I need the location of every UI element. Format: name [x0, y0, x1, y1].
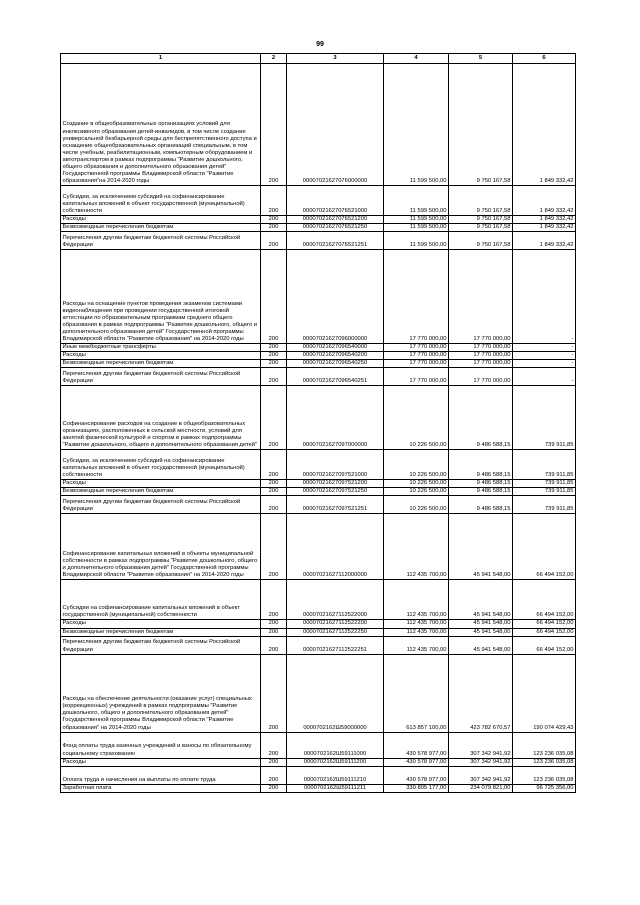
- row-executed-amount: 9 486 588,15: [449, 386, 513, 450]
- table-row: [61, 344, 576, 352]
- row-ministry-code: 200: [261, 368, 287, 386]
- row-name: Софинансирование расходов на создание в общеобразовательных организациях, расположенных в сельской местности, условий для занятий физической культурой и спортом в рамках подпрограммы "Развитие дошкольного, общего и дополнительного образования детей": [61, 386, 261, 450]
- row-executed-amount: 45 941 548,00: [449, 580, 513, 620]
- row-name: Расходы на оснащение пунктов проведения экзаменов системами видеонаблюдения при проведении государственной итоговой аттестации по образовательным программам среднего общего образования в рамках подпрограммы "Развитие дошкольного, общего и дополнительного образования детей" Государственной программы Владимирской области "Развитие образования" на 2014-2020 годы: [61, 250, 261, 344]
- row-approved-amount: 112 435 700,00: [384, 636, 449, 654]
- table-row: [61, 386, 576, 450]
- column-number-row: [61, 54, 576, 64]
- row-approved-amount: 10 226 500,00: [384, 488, 449, 496]
- row-budget-code: 00007021627096000000: [287, 250, 384, 344]
- row-approved-amount: 11 599 500,00: [384, 216, 449, 224]
- row-unexecuted-amount: 190 074 429,43: [513, 654, 576, 732]
- row-budget-code: 0000702162Ш59000000: [287, 654, 384, 732]
- row-ministry-code: 200: [261, 496, 287, 514]
- table-row: [61, 620, 576, 628]
- row-approved-amount: 330 805 177,00: [384, 784, 449, 792]
- row-approved-amount: 430 578 977,00: [384, 758, 449, 766]
- row-approved-amount: 11 599 500,00: [384, 186, 449, 216]
- table-row: [61, 758, 576, 766]
- row-approved-amount: 613 857 100,00: [384, 654, 449, 732]
- row-unexecuted-amount: 66 494 152,00: [513, 620, 576, 628]
- row-budget-code: 00007021627096540000: [287, 344, 384, 352]
- row-name: Безвозмездные перечисления бюджетам: [61, 628, 261, 636]
- row-executed-amount: 307 342 941,92: [449, 766, 513, 784]
- row-approved-amount: 11 599 500,00: [384, 232, 449, 250]
- row-unexecuted-amount: 1 849 332,42: [513, 232, 576, 250]
- row-ministry-code: 200: [261, 344, 287, 352]
- row-ministry-code: 200: [261, 732, 287, 758]
- row-unexecuted-amount: 739 911,85: [513, 480, 576, 488]
- row-name: Фонд оплаты труда казенных учреждений и взносы по обязательному социальному страхованию: [61, 732, 261, 758]
- column-header: 1: [61, 54, 261, 64]
- row-unexecuted-amount: 66 494 152,00: [513, 514, 576, 580]
- column-header: 2: [261, 54, 287, 64]
- row-ministry-code: 200: [261, 186, 287, 216]
- row-unexecuted-amount: 739 911,85: [513, 450, 576, 480]
- row-executed-amount: 307 342 941,92: [449, 758, 513, 766]
- table-row: [61, 352, 576, 360]
- table-row: [61, 514, 576, 580]
- row-unexecuted-amount: 123 236 035,08: [513, 766, 576, 784]
- row-executed-amount: 423 782 670,57: [449, 654, 513, 732]
- row-budget-code: 00007021627112522200: [287, 620, 384, 628]
- row-unexecuted-amount: 1 849 332,42: [513, 224, 576, 232]
- row-name: Иные межбюджетные трансферты: [61, 344, 261, 352]
- table-row: [61, 580, 576, 620]
- row-unexecuted-amount: 66 494 152,00: [513, 580, 576, 620]
- row-ministry-code: 200: [261, 224, 287, 232]
- row-ministry-code: 200: [261, 758, 287, 766]
- row-name: Перечисления другим бюджетам бюджетной системы Российской Федерации: [61, 232, 261, 250]
- row-budget-code: 00007021627097521000: [287, 450, 384, 480]
- row-name: Безвозмездные перечисления бюджетам: [61, 224, 261, 232]
- row-approved-amount: 112 435 700,00: [384, 628, 449, 636]
- row-executed-amount: 17 770 000,00: [449, 352, 513, 360]
- row-name: Расходы: [61, 480, 261, 488]
- row-executed-amount: 9 486 588,15: [449, 480, 513, 488]
- row-budget-code: 00007021627096540251: [287, 368, 384, 386]
- row-approved-amount: 10 226 500,00: [384, 496, 449, 514]
- row-approved-amount: 430 578 977,00: [384, 732, 449, 758]
- row-approved-amount: 11 599 500,00: [384, 224, 449, 232]
- row-name: Безвозмездные перечисления бюджетам: [61, 488, 261, 496]
- row-budget-code: 00007021627112000000: [287, 514, 384, 580]
- row-name: Оплата труда и начисления на выплаты по оплате труда: [61, 766, 261, 784]
- row-executed-amount: 9 486 588,15: [449, 488, 513, 496]
- row-approved-amount: 17 770 000,00: [384, 368, 449, 386]
- row-ministry-code: 200: [261, 488, 287, 496]
- table-row: [61, 654, 576, 732]
- row-unexecuted-amount: 96 725 356,00: [513, 784, 576, 792]
- column-header: 5: [449, 54, 513, 64]
- table-row: [61, 496, 576, 514]
- row-unexecuted-amount: 739 911,85: [513, 386, 576, 450]
- row-ministry-code: 200: [261, 360, 287, 368]
- row-executed-amount: 9 750 167,58: [449, 224, 513, 232]
- row-executed-amount: 17 770 000,00: [449, 360, 513, 368]
- row-executed-amount: 45 941 548,00: [449, 636, 513, 654]
- row-budget-code: 00007021627076521000: [287, 186, 384, 216]
- row-ministry-code: 200: [261, 636, 287, 654]
- table-row: [61, 232, 576, 250]
- row-executed-amount: 45 941 548,00: [449, 514, 513, 580]
- row-executed-amount: 45 941 548,00: [449, 628, 513, 636]
- row-budget-code: 00007021627112522000: [287, 580, 384, 620]
- row-budget-code: 0000702162Ш59111000: [287, 732, 384, 758]
- row-approved-amount: 112 435 700,00: [384, 580, 449, 620]
- row-approved-amount: 10 226 500,00: [384, 450, 449, 480]
- row-name: Софинансирование капитальных вложений в объекты муниципальной собственности в рамках подпрограммы "Развитие дошкольного, общего и дополнительного образования детей" Государственной программы Владимирской области "Развитие образования" на 2014-2020 годы: [61, 514, 261, 580]
- table-row: [61, 628, 576, 636]
- table-row: [61, 784, 576, 792]
- row-budget-code: 0000702162Ш59111210: [287, 766, 384, 784]
- row-approved-amount: 17 770 000,00: [384, 250, 449, 344]
- row-unexecuted-amount: 123 236 035,08: [513, 758, 576, 766]
- row-executed-amount: 9 486 588,15: [449, 450, 513, 480]
- table-row: [61, 250, 576, 344]
- row-name: Перечисления другим бюджетам бюджетной системы Российской Федерации: [61, 636, 261, 654]
- row-approved-amount: 430 578 977,00: [384, 766, 449, 784]
- row-approved-amount: 112 435 700,00: [384, 620, 449, 628]
- row-executed-amount: 45 941 548,00: [449, 620, 513, 628]
- column-header: 3: [287, 54, 384, 64]
- row-approved-amount: 11 599 500,00: [384, 64, 449, 186]
- table-row: [61, 732, 576, 758]
- row-ministry-code: 200: [261, 580, 287, 620]
- row-executed-amount: 307 342 941,92: [449, 732, 513, 758]
- row-name: Перечисления другим бюджетам бюджетной системы Российской Федерации: [61, 496, 261, 514]
- row-name: Расходы: [61, 216, 261, 224]
- table-row: [61, 766, 576, 784]
- row-executed-amount: 9 750 167,58: [449, 232, 513, 250]
- table-row: [61, 488, 576, 496]
- row-ministry-code: 200: [261, 654, 287, 732]
- table-row: [61, 64, 576, 186]
- row-unexecuted-amount: 1 849 332,42: [513, 186, 576, 216]
- row-approved-amount: 17 770 000,00: [384, 360, 449, 368]
- row-ministry-code: 200: [261, 620, 287, 628]
- row-executed-amount: 17 770 000,00: [449, 250, 513, 344]
- table-row: [61, 224, 576, 232]
- row-unexecuted-amount: -: [513, 352, 576, 360]
- row-name: Субсидии на софинансирование капитальных вложений в объект государственной (муниципальной) собственности: [61, 580, 261, 620]
- row-budget-code: 00007021627076521251: [287, 232, 384, 250]
- row-ministry-code: 200: [261, 628, 287, 636]
- row-budget-code: 00007021627097521250: [287, 488, 384, 496]
- row-name: Перечисления другим бюджетам бюджетной системы Российской Федерации: [61, 368, 261, 386]
- row-name: Создание в общеобразовательных организациях условий для инклюзивного образования детей-инвалидов, в том числе создание универсальной безбарьерной среды для беспрепятственного доступа и оснащение общеобразовательных организаций специальным, в том числе учебным, реабилитационным, компьютерным оборудованием и автотранспортом в рамках подпрограммы "Развитие дошкольного, общего образования и дополнительного образования детей" Государственной программы Владимирской области "Развитие образования"на 2014-2020 годы: [61, 64, 261, 186]
- row-ministry-code: 200: [261, 514, 287, 580]
- row-name: Заработная плата: [61, 784, 261, 792]
- row-budget-code: 00007021627096540200: [287, 352, 384, 360]
- row-executed-amount: 17 770 000,00: [449, 368, 513, 386]
- row-name: Расходы: [61, 352, 261, 360]
- column-header: 4: [384, 54, 449, 64]
- row-ministry-code: 200: [261, 232, 287, 250]
- row-budget-code: 00007021627076000000: [287, 64, 384, 186]
- row-ministry-code: 200: [261, 480, 287, 488]
- table-row: [61, 636, 576, 654]
- row-name: Расходы: [61, 758, 261, 766]
- row-budget-code: 0000702162Ш59111211: [287, 784, 384, 792]
- table-row: [61, 216, 576, 224]
- row-ministry-code: 200: [261, 64, 287, 186]
- row-unexecuted-amount: 739 911,85: [513, 496, 576, 514]
- row-unexecuted-amount: 66 494 152,00: [513, 636, 576, 654]
- row-name: Расходы на обеспечение деятельности (оказание услуг) специальных (коррекционных) учреждений в рамках подпрограммы "Развитие дошкольного, общего и дополнительного образования детей" Государственной программы Владимирской области "Развитие образования" на 2014-2020 годы: [61, 654, 261, 732]
- row-budget-code: 0000702162Ш59111200: [287, 758, 384, 766]
- row-unexecuted-amount: 1 849 332,42: [513, 216, 576, 224]
- row-ministry-code: 200: [261, 386, 287, 450]
- row-approved-amount: 17 770 000,00: [384, 352, 449, 360]
- table-row: [61, 368, 576, 386]
- row-executed-amount: 234 079 821,00: [449, 784, 513, 792]
- row-unexecuted-amount: -: [513, 368, 576, 386]
- row-unexecuted-amount: 66 494 152,00: [513, 628, 576, 636]
- row-approved-amount: 10 226 500,00: [384, 480, 449, 488]
- row-unexecuted-amount: 123 236 035,08: [513, 732, 576, 758]
- row-budget-code: 00007021627097521200: [287, 480, 384, 488]
- row-approved-amount: 17 770 000,00: [384, 344, 449, 352]
- row-budget-code: 00007021627112522251: [287, 636, 384, 654]
- row-ministry-code: 200: [261, 784, 287, 792]
- row-name: Безвозмездные перечисления бюджетам: [61, 360, 261, 368]
- page-number: 99: [316, 41, 324, 48]
- row-executed-amount: 9 486 588,15: [449, 496, 513, 514]
- row-executed-amount: 9 750 167,58: [449, 64, 513, 186]
- row-unexecuted-amount: 1 849 332,42: [513, 64, 576, 186]
- table-row: [61, 480, 576, 488]
- table-row: [61, 450, 576, 480]
- row-unexecuted-amount: 739 911,85: [513, 488, 576, 496]
- row-unexecuted-amount: -: [513, 250, 576, 344]
- budget-table-body: [61, 54, 576, 793]
- row-executed-amount: 9 750 167,58: [449, 186, 513, 216]
- row-budget-code: 00007021627076521250: [287, 224, 384, 232]
- budget-table: [60, 53, 576, 793]
- table-row: [61, 186, 576, 216]
- row-budget-code: 00007021627097521251: [287, 496, 384, 514]
- row-name: Расходы: [61, 620, 261, 628]
- row-approved-amount: 10 226 500,00: [384, 386, 449, 450]
- table-row: [61, 360, 576, 368]
- row-ministry-code: 200: [261, 352, 287, 360]
- row-unexecuted-amount: -: [513, 344, 576, 352]
- row-budget-code: 00007021627112522250: [287, 628, 384, 636]
- row-budget-code: 00007021627076521200: [287, 216, 384, 224]
- row-budget-code: 00007021627097000000: [287, 386, 384, 450]
- row-unexecuted-amount: -: [513, 360, 576, 368]
- row-executed-amount: 9 750 167,58: [449, 216, 513, 224]
- row-ministry-code: 200: [261, 766, 287, 784]
- row-executed-amount: 17 770 000,00: [449, 344, 513, 352]
- column-header: 6: [513, 54, 576, 64]
- row-approved-amount: 112 435 700,00: [384, 514, 449, 580]
- row-ministry-code: 200: [261, 450, 287, 480]
- row-name: Субсидии, за исключением субсидий на софинансирование капитальных вложений в объект государственной (муниципальной) собственности: [61, 186, 261, 216]
- row-ministry-code: 200: [261, 216, 287, 224]
- row-ministry-code: 200: [261, 250, 287, 344]
- row-budget-code: 00007021627096540250: [287, 360, 384, 368]
- row-name: Субсидии, за исключением субсидий на софинансирование капитальных вложений в объект государственной (муниципальной) собственности: [61, 450, 261, 480]
